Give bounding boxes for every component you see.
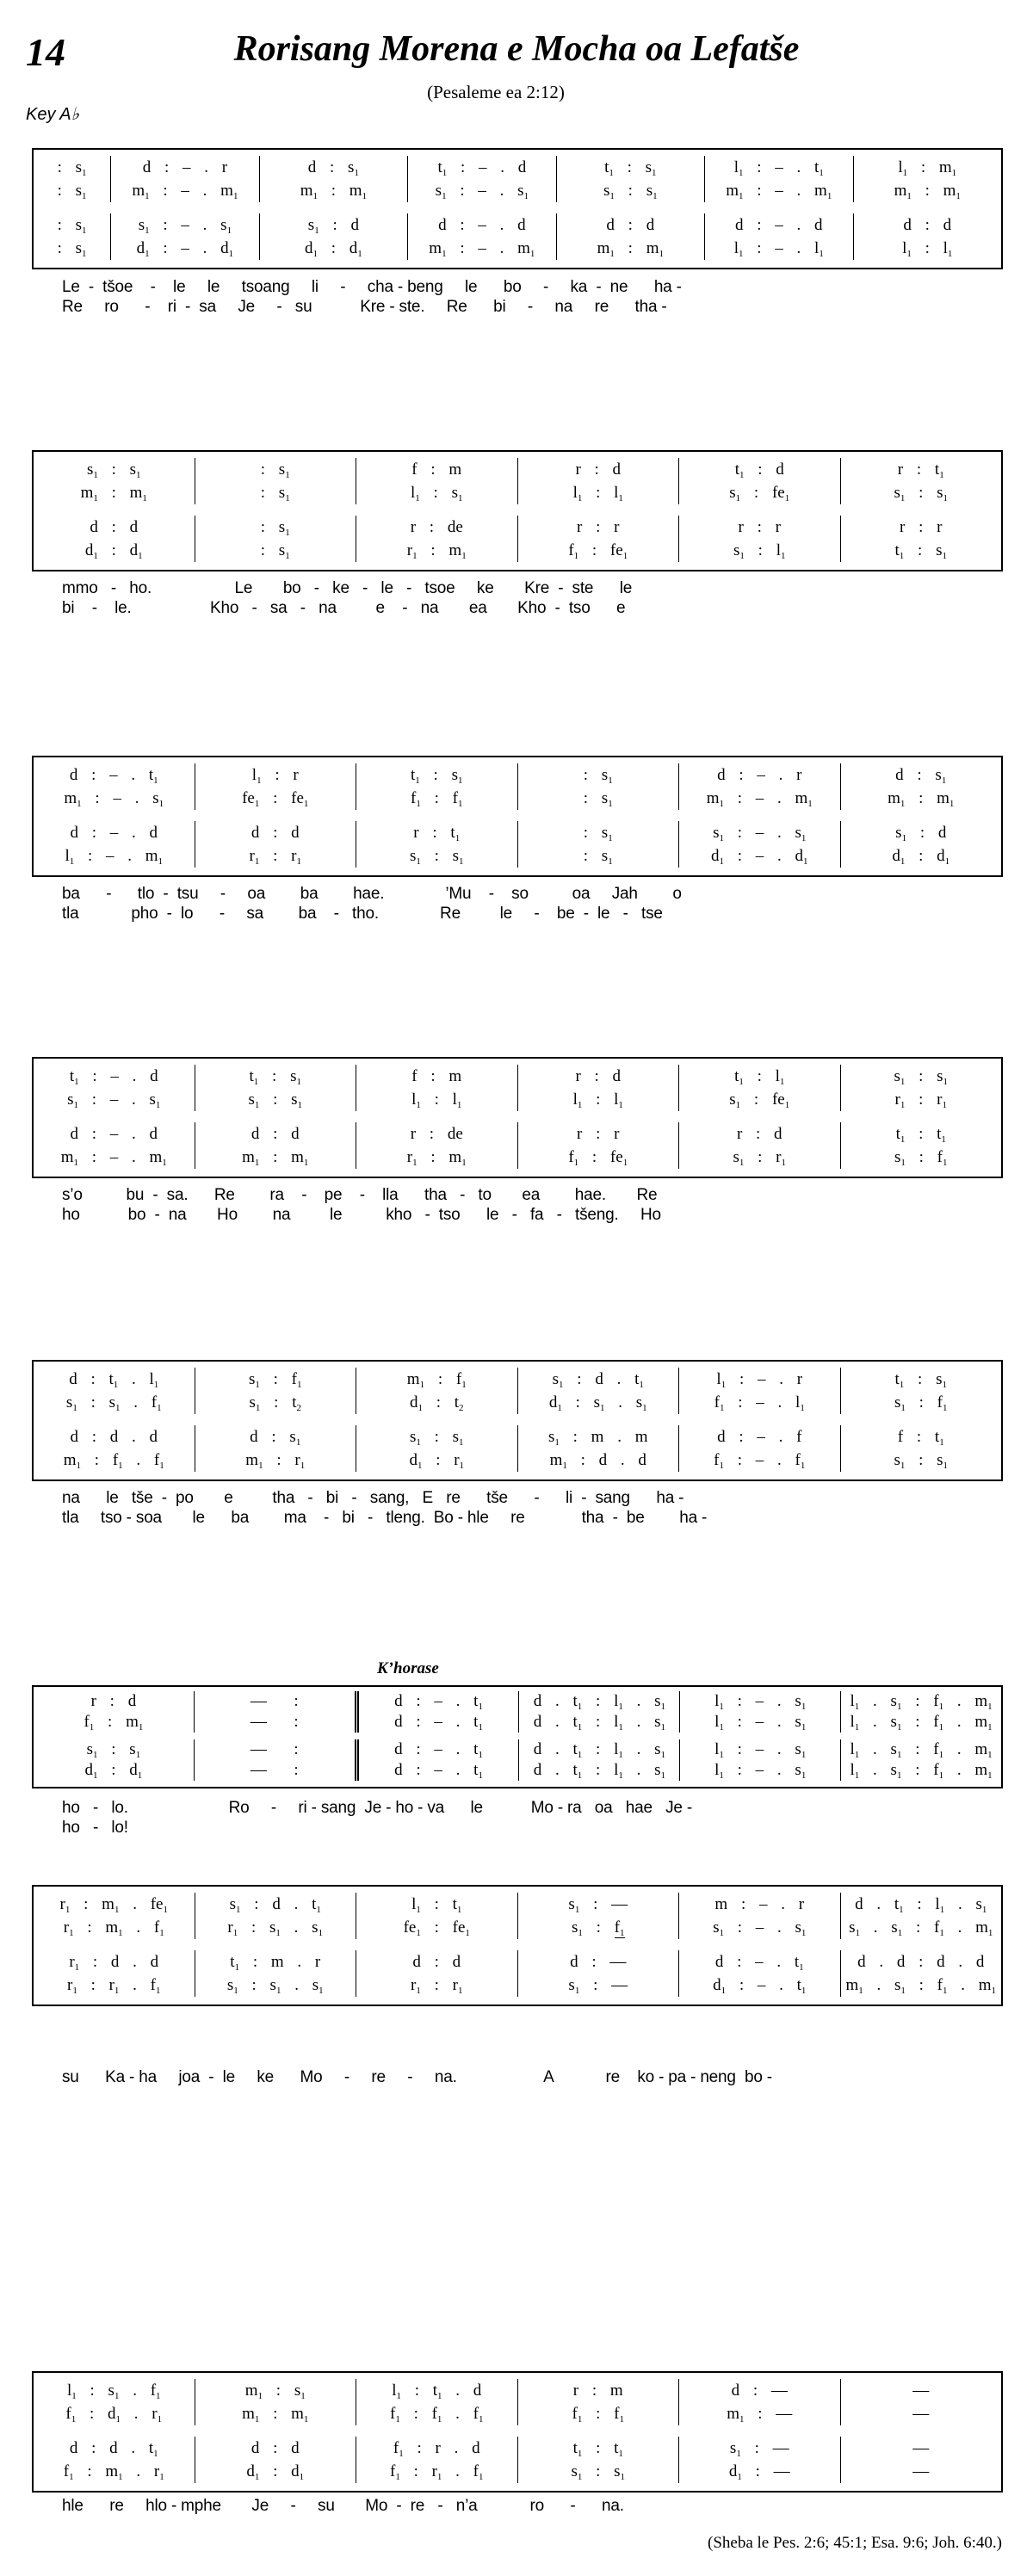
measure: $l_1$ : – . $s_1$ xyxy=(679,1691,840,1712)
measure: $s_1$ : m . m xyxy=(517,1425,679,1449)
measure: r : de xyxy=(356,516,517,539)
voice-row-soprano xyxy=(34,458,1001,481)
measure: $s_1$ : $fe_1$ xyxy=(678,1088,840,1111)
voice-row-bass xyxy=(34,539,1001,562)
chorus-label: K’horase xyxy=(377,1659,439,1677)
measure: $m_1$ : – . $m_1$ xyxy=(110,179,258,202)
measure: d : – . $t_1$ xyxy=(678,1950,840,1974)
solfa-system-3 xyxy=(32,756,1003,877)
lyrics-line: su Ka - ha joa - le ke Mo - re - na. A re ko - pa - neng bo - xyxy=(62,2068,772,2086)
measure: $s_1$ . $s_1$ : $f_1$ . $m_1$ xyxy=(840,1916,1002,1939)
measure: r : r xyxy=(517,1122,679,1146)
measure: $l_1$ : $l_1$ xyxy=(517,481,679,504)
measure: $d_1$ : $r_1$ xyxy=(356,1449,517,1472)
measure: d . $t_1$ : $l_1$ . $s_1$ xyxy=(840,1893,1002,1916)
voice-row-bass xyxy=(34,1146,1001,1169)
measure: $f_1$ : $m_1$ xyxy=(84,1713,144,1733)
measure: d : – . r xyxy=(678,763,840,787)
voice-row-soprano xyxy=(34,1893,1001,1916)
measure: d : — xyxy=(678,2379,840,2402)
measure: $f_1$ : – . $l_1$ xyxy=(678,1391,840,1414)
solfa-system-5 xyxy=(32,1360,1003,1481)
measure: d : – . $t_1$ xyxy=(355,1760,519,1781)
measure: d : – . d xyxy=(70,1125,158,1143)
measure: d : d . d xyxy=(70,1428,158,1446)
measure: $fe_1$ : $fe_1$ xyxy=(195,787,356,810)
voice-row-soprano xyxy=(34,763,1001,787)
measure: $s_1$ : $s_1$ xyxy=(517,2460,679,2483)
measure: $r_1$ : $r_1$ xyxy=(195,844,356,868)
hymn-number: 14 xyxy=(26,30,65,74)
page-title: Rorisang Morena e Mocha oa Lefatše xyxy=(233,29,800,69)
lyrics-line: mmo - ho. Le bo - ke - le - tsoe ke Kre - ste le xyxy=(62,579,633,597)
measure: $r_1$ : $m_1$ . $f_1$ xyxy=(63,1918,164,1938)
measure: $s_1$ : $s_1$ xyxy=(840,481,1002,504)
measure: m : – . r xyxy=(678,1893,840,1916)
lyrics-block-4 xyxy=(62,1185,661,1225)
voice-row-tenor xyxy=(34,1739,1001,1760)
measure: $d_1$ : $d_1$ xyxy=(84,1761,143,1781)
measure: $m_1$ : $m_1$ xyxy=(556,237,704,260)
measure: $m_1$ . $s_1$ : $f_1$ . $m_1$ xyxy=(840,1974,1002,1997)
measure: r : m xyxy=(517,2379,679,2402)
voice-row-alto xyxy=(34,2402,1001,2425)
measure: $f_1$ : $m_1$ . $r_1$ xyxy=(63,2462,164,2482)
lyrics-block-6 xyxy=(62,1798,692,1838)
measure: $m_1$ : — xyxy=(678,2402,840,2425)
measure: : $s_1$ xyxy=(57,182,87,201)
voice-row-bass xyxy=(34,2460,1001,2483)
lyrics-line: tla pho - lo - sa ba - tho. Re le - be - le - tse xyxy=(62,905,663,923)
measure: : $s_1$ xyxy=(195,539,356,562)
solfa-system-8 xyxy=(32,2371,1003,2493)
lyrics-block-1 xyxy=(62,277,682,317)
measure: d : d xyxy=(90,518,139,536)
measure: r : de xyxy=(356,1122,517,1146)
voice-row-bass xyxy=(34,1449,1001,1472)
measure: $m_1$ : d . d xyxy=(517,1449,679,1472)
measure: $s_1$ : $f_1$ xyxy=(517,1916,679,1939)
voice-row-alto xyxy=(34,1088,1001,1111)
measure: r : d xyxy=(517,1065,679,1088)
measure: d : d xyxy=(195,1122,356,1146)
measure: $m_1$ : – . $m_1$ xyxy=(678,787,840,810)
measure: $t_1$ : – . d xyxy=(69,1067,158,1087)
measure: $s_1$ : d . $t_1$ xyxy=(195,1893,356,1916)
measure: $l_1$ : $l_1$ xyxy=(853,237,1001,260)
measure: r : d xyxy=(517,458,679,481)
measure: $m_1$ : – . $m_1$ xyxy=(60,1148,167,1168)
measure: $m_1$ : – . $s_1$ xyxy=(64,789,164,809)
measure: $s_1$ : — xyxy=(517,1974,679,1997)
measure: $s_1$ : d xyxy=(259,213,407,237)
hymn-subtitle: (Pesaleme ea 2:12) xyxy=(427,82,565,102)
key-signature-label: Key A♭ xyxy=(26,105,80,124)
voice-row-tenor xyxy=(34,516,1001,539)
measure: d . $t_1$ : $l_1$ . $s_1$ xyxy=(518,1691,679,1712)
measure: d : – . $t_1$ xyxy=(69,766,158,786)
measure: $s_1$ : $fe_1$ xyxy=(678,481,840,504)
measure: $t_1$ : $s_1$ xyxy=(556,156,704,179)
measure: $s_1$ : – . $s_1$ xyxy=(407,179,555,202)
measure: $l_1$ : $s_1$ . $f_1$ xyxy=(66,2381,161,2401)
lyrics-line: Re ro - ri - sa Je - su Kre - ste. Re bi - na re tha - xyxy=(62,298,667,316)
measure: d : – . r xyxy=(110,156,258,179)
measure: $l_1$ : – . $s_1$ xyxy=(679,1712,840,1733)
lyrics-line: ho bo - na Ho na le kho - tso le - fa - tšeng. Ho xyxy=(62,1206,661,1224)
voice-row-tenor xyxy=(34,821,1001,844)
measure: — xyxy=(840,2460,1002,2483)
measure: $m_1$ : $m_1$ xyxy=(195,1146,356,1169)
voice-row-alto xyxy=(34,1916,1001,1939)
measure: d : – . d xyxy=(70,824,158,842)
measure: $l_1$ : – . r xyxy=(678,1368,840,1391)
measure: : $s_1$ xyxy=(195,516,356,539)
measure: — xyxy=(840,2437,1002,2460)
measure: d . $t_1$ : $l_1$ . $s_1$ xyxy=(518,1739,679,1760)
measure: $d_1$ : $d_1$ xyxy=(84,541,143,561)
measure: r : $t_1$ xyxy=(840,458,1002,481)
measure: d : $s_1$ xyxy=(840,763,1002,787)
measure: $l_1$ : $t_1$ xyxy=(356,1893,517,1916)
lyrics-block-8 xyxy=(62,2496,624,2516)
measure: $t_1$ : m . r xyxy=(195,1950,356,1974)
measure: r : r xyxy=(840,516,1002,539)
measure: : $s_1$ xyxy=(517,821,679,844)
measure: $f_1$ : r . d xyxy=(356,2437,517,2460)
measure: d : d . $t_1$ xyxy=(69,2439,158,2459)
measure: d : – . $t_1$ xyxy=(355,1739,519,1760)
lyrics-line: Le - tšoe - le le tsoang li - cha - beng le bo - ka - ne ha - xyxy=(62,278,682,296)
measure: $f_1$ : $r_1$ . $f_1$ xyxy=(356,2460,517,2483)
measure: $r_1$ : $m_1$ . $fe_1$ xyxy=(59,1895,168,1915)
measure: $m_1$ : $f_1$ . $f_1$ xyxy=(63,1451,164,1471)
measure: d . $t_1$ : $l_1$ . $s_1$ xyxy=(518,1712,679,1733)
lyrics-block-7 xyxy=(62,2067,772,2087)
lyrics-line: ho - lo. Ro - ri - sang Je - ho - va le Mo - ra oa hae Je - xyxy=(62,1799,692,1817)
measure: — : xyxy=(194,1691,355,1712)
measure: $s_1$ : $s_1$ xyxy=(356,1425,517,1449)
measure: r : d xyxy=(678,1122,840,1146)
measure: $s_1$ : – . $s_1$ xyxy=(678,821,840,844)
measure: d : $s_1$ xyxy=(259,156,407,179)
voice-row-tenor xyxy=(34,213,1001,237)
measure: : $s_1$ xyxy=(517,844,679,868)
measure: $d_1$ : – . $d_1$ xyxy=(110,237,258,260)
measure: $d_1$ : $d_1$ xyxy=(259,237,407,260)
measure: $r_1$ : $m_1$ xyxy=(356,539,517,562)
measure: : $s_1$ xyxy=(517,763,679,787)
measure: $m_1$ : $m_1$ xyxy=(840,787,1002,810)
measure: $d_1$ : $t_2$ xyxy=(356,1391,517,1414)
measure: $s_1$ : — xyxy=(517,1893,679,1916)
measure: d : d xyxy=(195,2437,356,2460)
measure: $l_1$ : – . $t_1$ xyxy=(704,156,852,179)
lyrics-line: ba - tlo - tsu - oa ba hae. ’Mu - so oa Jah o xyxy=(62,885,682,903)
measure: $s_1$ : $s_1$ xyxy=(86,460,141,480)
lyrics-line: na le tše - po e tha - bi - sang, E re tše - li - sang ha - xyxy=(62,1489,684,1507)
measure: $l_1$ . $s_1$ : $f_1$ . $m_1$ xyxy=(840,1691,1001,1712)
voice-row-alto xyxy=(34,1712,1001,1733)
measure: $fe_1$ : $fe_1$ xyxy=(356,1916,517,1939)
voice-row-tenor xyxy=(34,1950,1001,1974)
measure: $s_1$ : — xyxy=(678,2437,840,2460)
measure: $s_1$ : $f_1$ xyxy=(840,1391,1002,1414)
measure: $s_1$ : – . $s_1$ xyxy=(67,1090,161,1110)
measure: $t_1$ : – . d xyxy=(407,156,555,179)
voice-row-alto xyxy=(34,481,1001,504)
lyrics-line: bi - le. Kho - sa - na e - na ea Kho - tso e xyxy=(62,599,626,617)
lyrics-line: tla tso - soa le ba ma - bi - tleng. Bo - hle re tha - be ha - xyxy=(62,1509,708,1527)
measure: $l_1$ . $s_1$ : $f_1$ . $m_1$ xyxy=(840,1712,1001,1733)
measure: r : $t_1$ xyxy=(356,821,517,844)
measure: d : d xyxy=(853,213,1001,237)
measure: d : – . $t_1$ xyxy=(355,1712,519,1733)
measure: $l_1$ : $t_1$ . d xyxy=(356,2379,517,2402)
measure: $t_1$ : d xyxy=(678,458,840,481)
measure: $m_1$ : $r_1$ xyxy=(195,1449,356,1472)
scripture-references: (Sheba le Pes. 2:6; 45:1; Esa. 9:6; Joh. 6:40.) xyxy=(708,2534,1002,2552)
solfa-system-6 xyxy=(32,1685,1003,1788)
measure: : $s_1$ xyxy=(195,458,356,481)
lyrics-block-5 xyxy=(62,1488,707,1528)
measure: $t_1$ : $t_1$ xyxy=(840,1122,1002,1146)
measure: $f_1$ : $d_1$ . $r_1$ xyxy=(65,2405,163,2425)
measure: f : m xyxy=(356,458,517,481)
measure: $s_1$ : d . $t_1$ xyxy=(517,1368,679,1391)
measure: $s_1$ : $s_1$ xyxy=(556,179,704,202)
solfa-system-1 xyxy=(32,148,1003,269)
measure: f : m xyxy=(356,1065,517,1088)
measure: $d_1$ : $d_1$ xyxy=(195,2460,356,2483)
voice-row-tenor xyxy=(34,1122,1001,1146)
measure: $l_1$ . $s_1$ : $f_1$ . $m_1$ xyxy=(840,1760,1001,1781)
measure: $m_1$ : $s_1$ xyxy=(195,2379,356,2402)
measure: $s_1$ : – . $s_1$ xyxy=(110,213,258,237)
measure: $l_1$ : $m_1$ xyxy=(853,156,1001,179)
voice-row-soprano xyxy=(34,2379,1001,2402)
voice-row-bass xyxy=(34,1760,1001,1781)
measure: d . $t_1$ : $l_1$ . $s_1$ xyxy=(518,1760,679,1781)
measure: d : – . d xyxy=(704,213,852,237)
measure: $t_1$ : $s_1$ xyxy=(840,539,1002,562)
measure: d : $s_1$ xyxy=(195,1425,356,1449)
solfa-system-4 xyxy=(32,1057,1003,1178)
measure: $m_1$ : – . $m_1$ xyxy=(407,237,555,260)
measure: r : d xyxy=(90,1692,137,1710)
measure: $s_1$ : $f_1$ xyxy=(195,1368,356,1391)
measure: $t_1$ : $s_1$ xyxy=(840,1368,1002,1391)
measure: $l_1$ : $s_1$ xyxy=(356,481,517,504)
measure: $l_1$ . $s_1$ : $f_1$ . $m_1$ xyxy=(840,1739,1001,1760)
voice-row-alto xyxy=(34,1391,1001,1414)
measure: $d_1$ : – . $t_1$ xyxy=(678,1974,840,1997)
measure: $m_1$ : $m_1$ xyxy=(259,179,407,202)
measure: d : – . f xyxy=(678,1425,840,1449)
measure: $r_1$ : d . d xyxy=(69,1953,159,1973)
measure: — xyxy=(840,2402,1002,2425)
measure: d : d xyxy=(356,1950,517,1974)
measure: $s_1$ : $s_1$ xyxy=(840,1065,1002,1088)
measure: — : xyxy=(194,1760,355,1781)
measure: : $s_1$ xyxy=(195,481,356,504)
voice-row-alto xyxy=(34,787,1001,810)
measure: $s_1$ : $s_1$ xyxy=(356,844,517,868)
voice-row-soprano xyxy=(34,1368,1001,1391)
lyrics-line: s’o bu - sa. Re ra - pe - lla tha - to ea hae. Re xyxy=(62,1186,658,1204)
measure: $r_1$ : $m_1$ xyxy=(356,1146,517,1169)
measure: $s_1$ : $t_2$ xyxy=(195,1391,356,1414)
measure: $l_1$ : r xyxy=(195,763,356,787)
solfa-system-2 xyxy=(32,450,1003,571)
measure: r : r xyxy=(517,516,679,539)
voice-row-bass xyxy=(34,237,1001,260)
measure: $f_1$ : $f_1$ . $f_1$ xyxy=(356,2402,517,2425)
measure: $l_1$ : – . $s_1$ xyxy=(679,1739,840,1760)
voice-row-tenor xyxy=(34,2437,1001,2460)
voice-row-alto xyxy=(34,179,1001,202)
measure: $l_1$ : – . $l_1$ xyxy=(704,237,852,260)
solfa-system-7 xyxy=(32,1885,1003,2006)
measure: $s_1$ : $s_1$ xyxy=(195,1088,356,1111)
measure: $f_1$ : $fe_1$ xyxy=(517,1146,679,1169)
measure: $d_1$ : $s_1$ . $s_1$ xyxy=(517,1391,679,1414)
measure: $m_1$ : $m_1$ xyxy=(80,484,147,503)
measure: $d_1$ : $d_1$ xyxy=(840,844,1002,868)
measure: $l_1$ : $l_1$ xyxy=(517,1088,679,1111)
measure: $s_1$ : $r_1$ xyxy=(678,1146,840,1169)
measure: d : d xyxy=(556,213,704,237)
measure: : $s_1$ xyxy=(517,787,679,810)
measure: — : xyxy=(194,1712,355,1733)
measure: d : – . $t_1$ xyxy=(355,1691,519,1712)
measure: $s_1$ : $s_1$ xyxy=(86,1740,141,1760)
measure: f : $t_1$ xyxy=(840,1425,1002,1449)
measure: $f_1$ : $f_1$ xyxy=(356,787,517,810)
measure: $r_1$ : $r_1$ xyxy=(840,1088,1002,1111)
measure: d : — xyxy=(517,1950,679,1974)
measure: $m_1$ : – . $m_1$ xyxy=(704,179,852,202)
measure: $s_1$ : $s_1$ . $s_1$ xyxy=(195,1974,356,1997)
measure: $r_1$ : $s_1$ . $s_1$ xyxy=(195,1916,356,1939)
measure: d : – . d xyxy=(407,213,555,237)
measure: d : $t_1$ . $l_1$ xyxy=(69,1370,159,1390)
voice-row-bass xyxy=(34,1974,1001,1997)
lyrics-line: ho - lo! xyxy=(62,1819,128,1837)
measure: $s_1$ : $l_1$ xyxy=(678,539,840,562)
measure: $s_1$ : $f_1$ xyxy=(840,1146,1002,1169)
measure: $l_1$ : $l_1$ xyxy=(356,1088,517,1111)
measure: $s_1$ : $s_1$ xyxy=(840,1449,1002,1472)
voice-row-bass xyxy=(34,844,1001,868)
measure: $t_1$ : $s_1$ xyxy=(356,763,517,787)
lyrics-block-3 xyxy=(62,884,682,924)
measure: $l_1$ : – . $m_1$ xyxy=(65,847,164,867)
measure: $m_1$ : $m_1$ xyxy=(195,2402,356,2425)
measure: $l_1$ : – . $s_1$ xyxy=(679,1760,840,1781)
measure: $r_1$ : $r_1$ . $f_1$ xyxy=(66,1976,161,1996)
measure: $s_1$ : – . $s_1$ xyxy=(678,1916,840,1939)
voice-row-soprano xyxy=(34,1691,1001,1712)
measure: $f_1$ : $f_1$ xyxy=(517,2402,679,2425)
measure: $f_1$ : – . $f_1$ xyxy=(678,1449,840,1472)
voice-row-soprano xyxy=(34,1065,1001,1088)
measure: — : xyxy=(194,1739,355,1760)
measure: $t_1$ : $t_1$ xyxy=(517,2437,679,2460)
measure: $s_1$ : d xyxy=(840,821,1002,844)
measure: — xyxy=(840,2379,1002,2402)
lyrics-block-2 xyxy=(62,578,632,618)
measure: $m_1$ : $f_1$ xyxy=(356,1368,517,1391)
measure: $r_1$ : $r_1$ xyxy=(356,1974,517,1997)
voice-row-tenor xyxy=(34,1425,1001,1449)
measure: $t_1$ : $s_1$ xyxy=(195,1065,356,1088)
measure: d : d xyxy=(195,821,356,844)
measure: r : r xyxy=(678,516,840,539)
measure: $d_1$ : — xyxy=(678,2460,840,2483)
measure: d . d : d . d xyxy=(840,1950,1002,1974)
measure: : $s_1$ xyxy=(57,239,87,259)
measure: $f_1$ : $fe_1$ xyxy=(517,539,679,562)
measure: $d_1$ : – . $d_1$ xyxy=(678,844,840,868)
lyrics-line: hle re hlo - mphe Je - su Mo - re - n’a ro - na. xyxy=(62,2497,624,2515)
voice-row-soprano xyxy=(34,156,1001,179)
measure: : $s_1$ xyxy=(57,216,87,236)
measure: $s_1$ : $s_1$ . $f_1$ xyxy=(65,1393,162,1413)
measure: $m_1$ : $m_1$ xyxy=(853,179,1001,202)
measure: : $s_1$ xyxy=(57,158,87,178)
measure: $t_1$ : $l_1$ xyxy=(678,1065,840,1088)
